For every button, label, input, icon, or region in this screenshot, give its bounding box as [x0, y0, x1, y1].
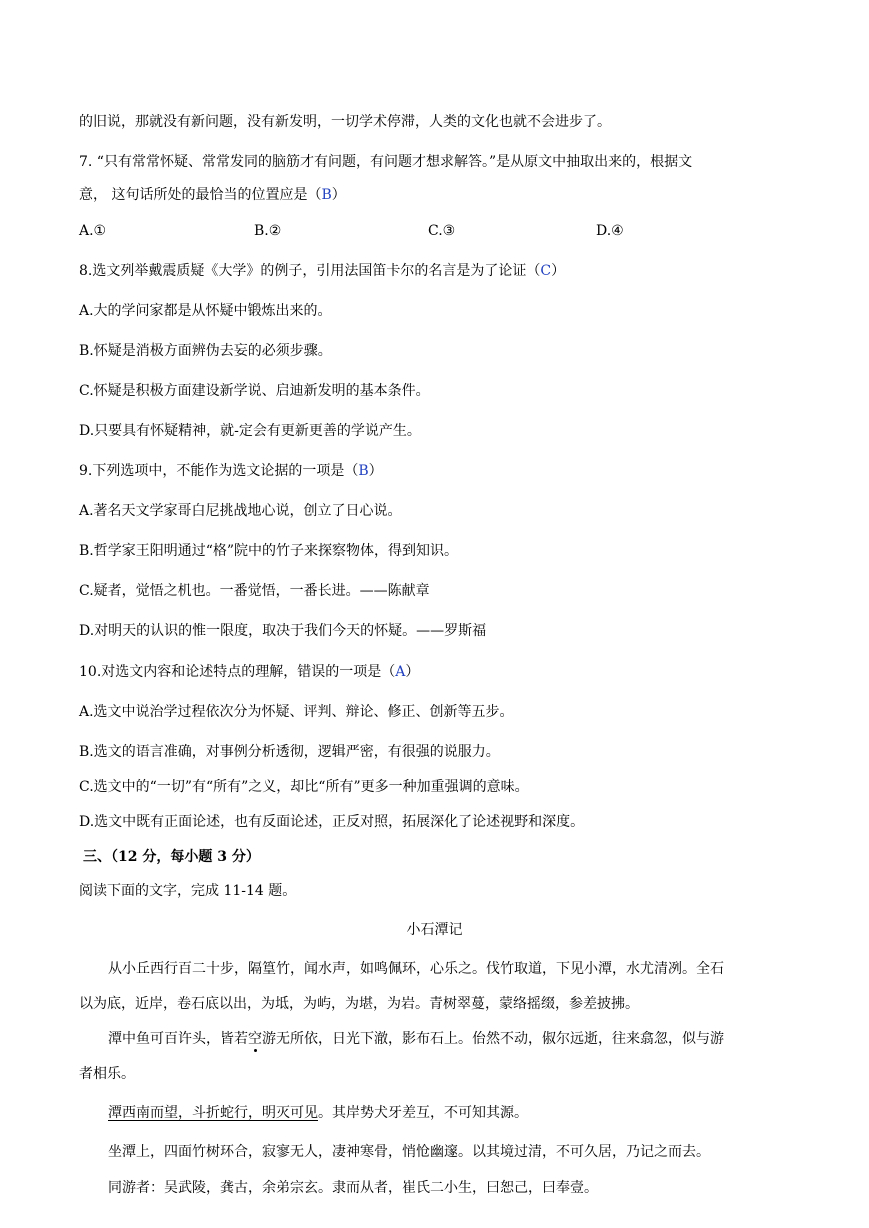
question-7-answer: B	[321, 187, 332, 203]
option-a: A.著名天文学家哥白尼挑战地心说，创立了日心说。	[79, 503, 402, 519]
option-b: B.②	[254, 223, 282, 239]
text-span: 。其岸势犬牙差互，不可知其源。	[318, 1105, 528, 1121]
passage-paragraph-cont: 以为底，近岸，卷石底以出，为坻，为屿，为堪，为岩。青树翠蔓，蒙络摇缀，参差披拂。	[79, 996, 639, 1012]
question-7-text: 意， 这句话所处的最恰当的位置应是（	[79, 187, 322, 203]
passage-paragraph	[79, 1103, 789, 1123]
underlined-sentence: 潭西南而望，斗折蛇行，明灭可见	[108, 1105, 318, 1121]
question-9-stem	[79, 461, 789, 481]
text-span: 潭中鱼可百许头，皆若	[108, 1031, 248, 1047]
passage-paragraph	[79, 1029, 789, 1049]
section-heading: 三、（12 分，每小题 3 分）	[83, 849, 260, 865]
question-8-answer: C	[540, 263, 552, 279]
question-7-stem-cont	[79, 185, 789, 205]
option-d: D.只要具有怀疑精神，就-定会有更新更善的学说产生。	[79, 423, 421, 439]
passage-paragraph: 同游者：吴武陵，龚古，余弟宗玄。隶而从者，崔氏二小生，曰恕己，曰奉壹。	[108, 1180, 598, 1196]
text-line: 的旧说，那就没有新问题，没有新发明，一切学术停滞，人类的文化也就不会进步了。	[79, 114, 611, 130]
option-a: A.选文中说治学过程依次分为怀疑、评判、辩论、修正、创新等五步。	[79, 704, 514, 720]
option-c: C.③	[428, 223, 456, 239]
passage-paragraph: 坐潭上，四面竹树环合，寂寥无人，凄神寒骨，悄怆幽邃。以其境过清，不可久居，乃记之而去。	[108, 1144, 710, 1160]
question-9-text: 9.下列选项中，不能作为选文论据的一项是（	[79, 463, 359, 479]
option-d: D.选文中既有正面论述，也有反面论述，正反对照，拓展深化了论述视野和深度。	[79, 814, 585, 830]
paren-close: ）	[405, 664, 420, 680]
question-10-text: 10.对选文内容和论述特点的理解，错误的一项是（	[79, 664, 396, 680]
option-a: A.①	[79, 223, 107, 239]
question-9-answer: B	[358, 463, 369, 479]
option-c: C.疑者，觉悟之机也。一番觉悟，一番长进。——陈献章	[79, 583, 430, 599]
question-10-answer: A	[395, 664, 406, 680]
option-d: D.④	[596, 223, 624, 239]
question-10-stem	[79, 662, 789, 682]
passage-paragraph-cont: 者相乐。	[79, 1066, 135, 1082]
question-8-stem	[79, 261, 789, 281]
option-d: D.对明天的认识的惟一限度，取决于我们今天的怀疑。——罗斯福	[79, 623, 487, 639]
option-c: C.怀疑是积极方面建设新学说、启迪新发明的基本条件。	[79, 383, 430, 399]
paren-close: ）	[551, 263, 566, 279]
option-b: B.选文的语言准确，对事例分析透彻，逻辑严密，有很强的说服力。	[79, 744, 500, 760]
passage-paragraph: 从小丘西行百二十步，隔篁竹，闻水声，如鸣佩环，心乐之。伐竹取道，下见小潭，水尤清冽。全石	[108, 961, 724, 977]
text-span: 游无所依，日光下澈，影布石上。佁然不动，俶尔远逝，往来翕忽，似与游	[262, 1031, 724, 1047]
question-8-text: 8.选文列举戴震质疑《大学》的例子，引用法国笛卡尔的名言是为了论证（	[79, 263, 541, 279]
paren-close: ）	[368, 463, 383, 479]
passage-title: 小石潭记	[406, 922, 463, 938]
option-a: A.大的学问家都是从怀疑中锻炼出来的。	[79, 303, 332, 319]
option-b: B.怀疑是消极方面辨伪去妄的必须步骤。	[79, 343, 332, 359]
option-c: C.选文中的“一切”有“所有”之义，却比“所有”更多一种加重强调的意味。	[79, 779, 529, 795]
question-7-stem: 7. “只有常常怀疑、常常发同的脑筋才有问题，有问题才想求解答。”是从原文中抽取出来的，根据文	[79, 154, 693, 170]
option-b: B.哲学家王阳明通过“格”院中的竹子来探察物体，得到知识。	[79, 543, 459, 559]
paren-close: ）	[331, 187, 346, 203]
section-instruction: 阅读下面的文字，完成 11-14 题。	[79, 883, 297, 899]
emphasis-dot-char: 空	[248, 1031, 262, 1047]
